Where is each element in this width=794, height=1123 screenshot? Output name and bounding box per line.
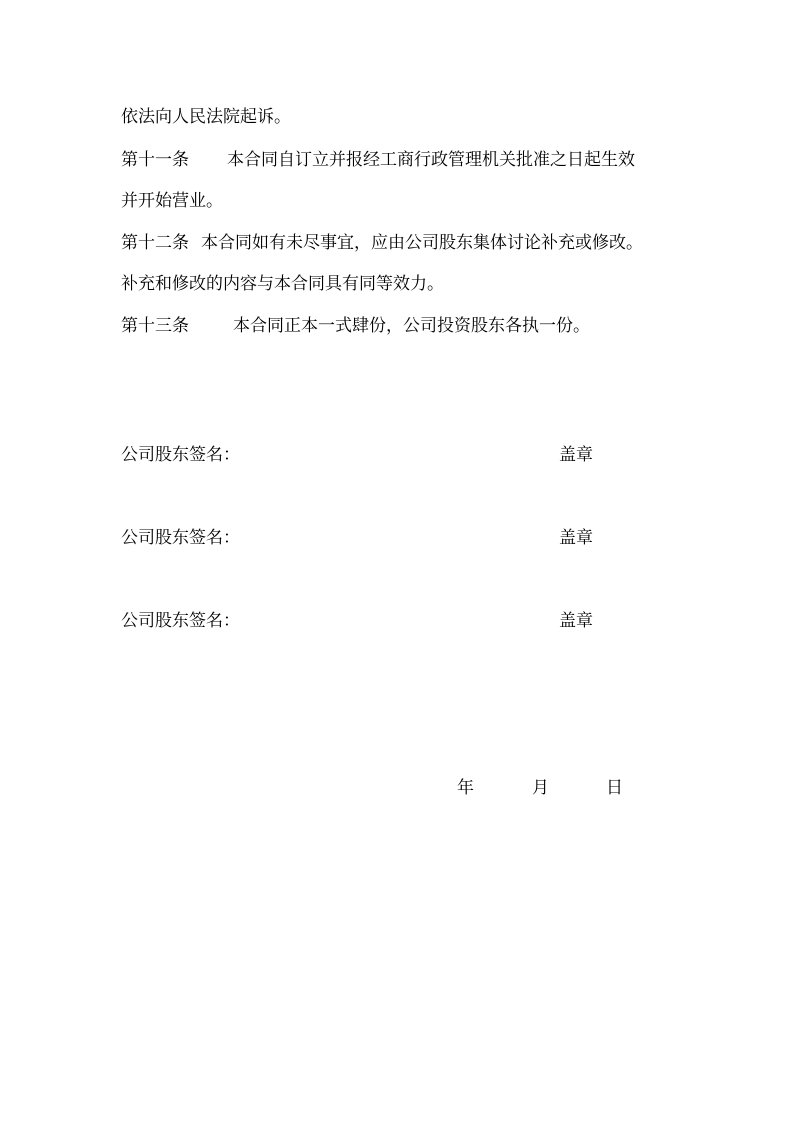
- article-13: [121, 316, 590, 336]
- signature-row: [121, 523, 681, 548]
- date-day: 日: [606, 778, 623, 798]
- article-12: [121, 233, 643, 253]
- article-11-text: 本合同自订立并报经工商行政管理机关批准之日起生效: [227, 150, 635, 170]
- article-13-text: 本合同正本一式肆份，公司投资股东各执一份。: [233, 316, 590, 336]
- article-12-label: 第十二条: [121, 233, 189, 253]
- signature-row: [121, 440, 681, 465]
- seal-label: 盖章: [559, 445, 593, 465]
- clause-text-line: 补充和修改的内容与本合同具有同等效力。: [121, 274, 444, 294]
- shareholder-signature-label: 公司股东签名：: [121, 445, 240, 465]
- clause-text-line: 并开始营业。: [121, 191, 223, 211]
- clause-text-line: 依法向人民法院起诉。: [121, 107, 291, 127]
- seal-label: 盖章: [559, 528, 593, 548]
- date-year: 年: [457, 778, 474, 798]
- article-11: [121, 150, 635, 170]
- seal-label: 盖章: [559, 611, 593, 631]
- article-11-label: 第十一条: [121, 150, 189, 170]
- article-13-label: 第十三条: [121, 316, 189, 336]
- signature-row: [121, 606, 681, 631]
- shareholder-signature-label: 公司股东签名：: [121, 611, 240, 631]
- shareholder-signature-label: 公司股东签名：: [121, 528, 240, 548]
- date-month: 月: [532, 778, 549, 798]
- article-12-text: 本合同如有未尽事宜，应由公司股东集体讨论补充或修改。: [201, 233, 643, 253]
- date-line: [0, 773, 794, 798]
